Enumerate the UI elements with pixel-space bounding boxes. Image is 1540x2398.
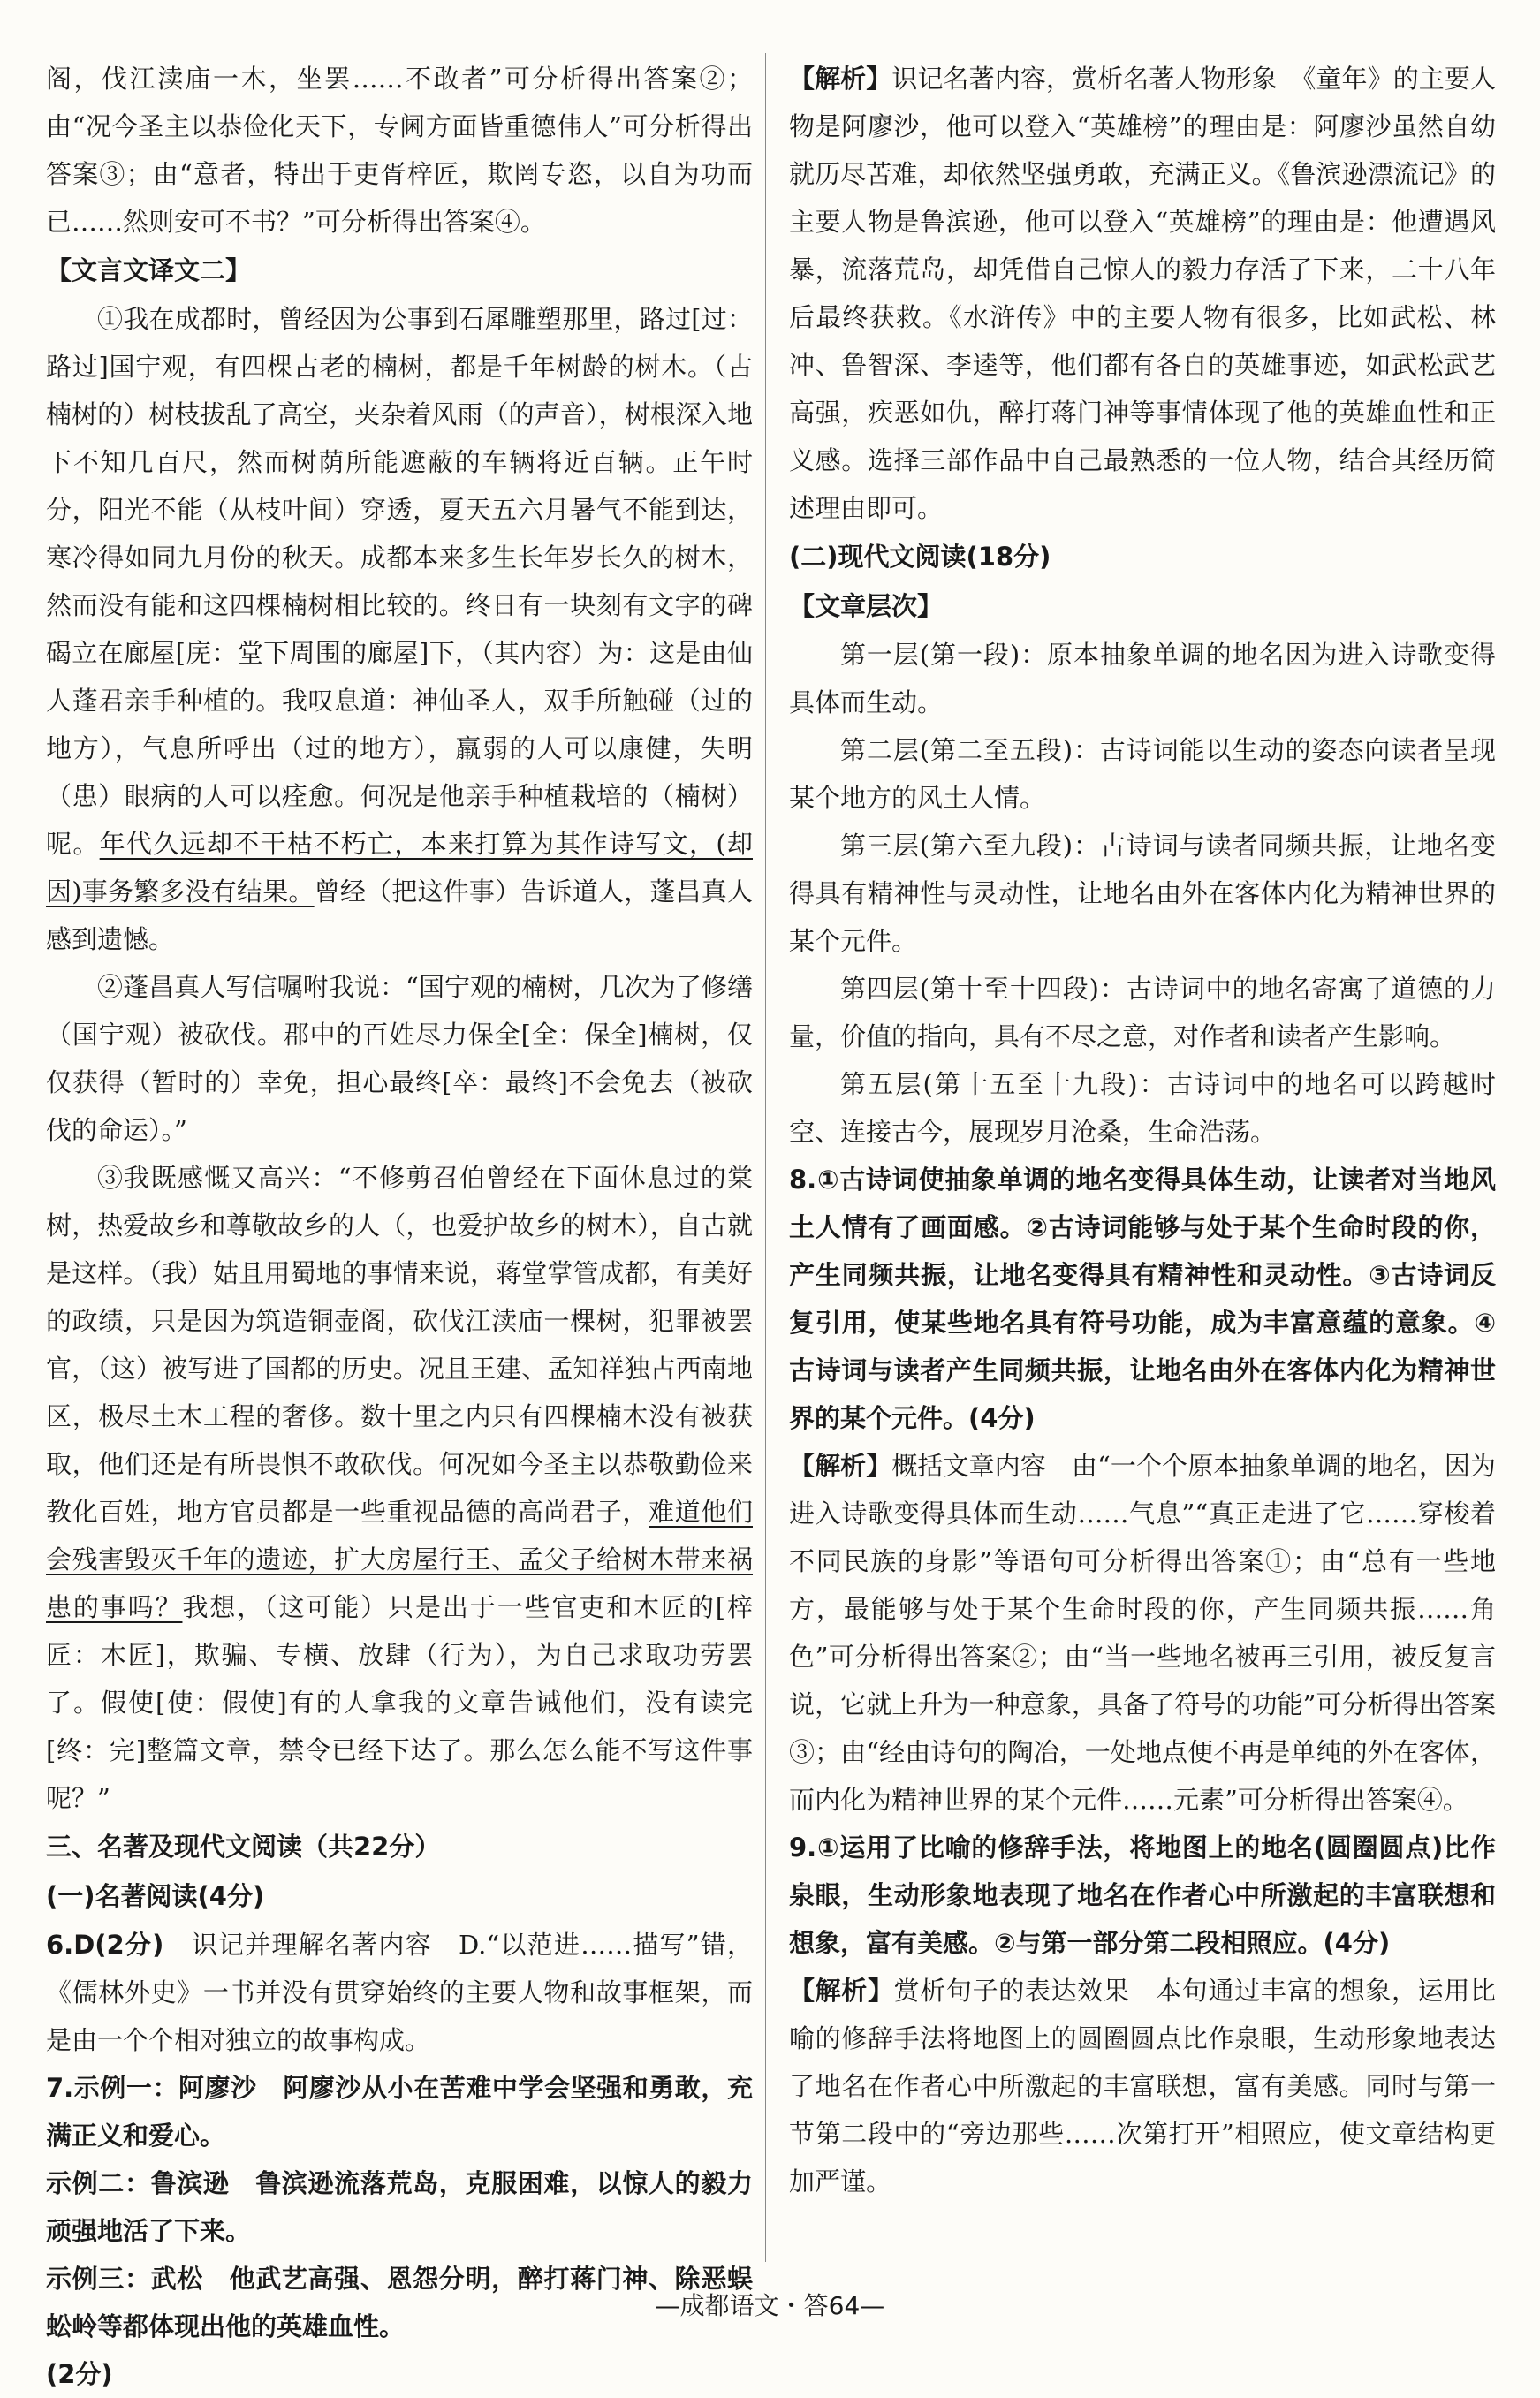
q9-number: 9.: [789, 1833, 817, 1863]
translation-para-3: [46, 1154, 753, 1822]
analysis-continued: 阁，伐江渎庙一木，坐罢……不敢者”可分析得出答案②；由“况今圣主以恭俭化天下，专阃方面皆重德伟人”可分析得出答案③；由“意者，特出于吏胥梓匠，欺罔专恣，以自为功而已……然则安可不书？”可分析得出答案④。: [46, 64, 753, 237]
question-8: [789, 1156, 1496, 1442]
q8-analysis-text: 概括文章内容 由“一个个原本抽象单调的地名，因为进入诗歌变得具体而生动……气息”“真正走进了它……穿梭着不同民族的身影”等语句可分析得出答案①；由“总有一些地方，最能够与处于某个生命时段的你，产生同频共振……角色”可分析得出答案②；由“当一些地名被再三引用，被反复言说，它就上升为一种意象，具备了符号的功能”可分析得出答案③；由“经由诗句的陶冶，一处地点便不再是单纯的外在客体，而内化为精神世界的某个元件……元素”可分析得出答案④。: [789, 1451, 1496, 1815]
para-1-underlined: 年代久远却不干枯不朽亡，本来打算为其作诗写文，(却因)事务繁多没有结果。: [46, 829, 753, 907]
layer-3: 第三层(第六至九段)：古诗词与读者同频共振，让地名变得具有精神性与灵动性，让地名由外在客体内化为精神世界的某个元件。: [789, 831, 1496, 956]
para-1-tail: 曾经（把这件事）告诉道人，蓬昌真人感到遗憾。: [46, 876, 753, 954]
q8-analysis: [789, 1442, 1496, 1824]
q7-analysis-text: 识记名著内容，赏析名著人物形象 《童年》的主要人物是阿廖沙，他可以登入“英雄榜”的理由是：阿廖沙虽然自幼就历尽苦难，却依然坚强勇敢，充满正义。《鲁滨逊漂流记》的主要人物是鲁滨逊，他可以登入“英雄榜”的理由是：他遭遇风暴，流落荒岛，却凭借自己惊人的毅力存活了下来，二十八年后最终获救。《水浒传》中的主要人物有很多，比如武松、林冲、鲁智深、李逵等，他们都有各自的英雄事迹，如武松武艺高强，疾恶如仇，醉打蒋门神等事情体现了他的英雄血性和正义感。选择三部作品中自己最熟悉的一位人物，结合其经历简述理由即可。: [789, 64, 1496, 523]
question-7: [46, 2064, 753, 2159]
q8-number: 8.: [789, 1165, 817, 1195]
watermark-logo: [680, 1820, 937, 1953]
translation-title: 【文言文译文二】: [46, 255, 252, 285]
q9-analysis: [789, 1967, 1496, 2205]
q9-analysis-text: 赏析句子的表达效果 本句通过丰富的想象，运用比喻的修辞手法将地图上的圆圈圆点比作泉眼，生动形象地表达了地名在作者心中所激起的丰富联想，富有美感。同时与第一节第二段中的“旁边那些……次第打开”相照应，使文章结构更加严谨。: [789, 1976, 1496, 2197]
q9-answer: ①运用了比喻的修辞手法，将地图上的地名(圆圈圆点)比作泉眼，生动形象地表现了地名在作者心中所激起的丰富联想和想象，富有美感。②与第一部分第二段相照应。(4分): [789, 1833, 1496, 1958]
translation-para-2: ②蓬昌真人写信嘱咐我说：“国宁观的楠树，几次为了修缮（国宁观）被砍伐。郡中的百姓尽力保全[全：保全]楠树，仅仅获得（暂时的）幸免，担心最终[卒：最终]不会免去（被砍伐的命运）。”: [46, 972, 753, 1145]
q7-example-3: 示例三：武松 他武艺高强、恩怨分明，醉打蒋门神、除恶蜈蚣岭等都体现出他的英雄血性。: [46, 2264, 753, 2341]
q6-number: 6.: [46, 1930, 74, 1960]
para-3-tail: 我想，（这可能）只是出于一些官吏和木匠的[梓匠：木匠]，欺骗、专横、放肆（行为），为自己求取功劳罢了。假使[使：假使]有的人拿我的文章告诫他们，没有读完[终：完]整篇文章，禁令已经下达了。那么怎么能不写这件事呢？”: [46, 1592, 753, 1813]
layer-5: 第五层(第十五至十九段)：古诗词中的地名可以跨越时空、连接古今，展现岁月沧桑，生命浩荡。: [789, 1069, 1496, 1147]
q8-answer: ①古诗词使抽象单调的地名变得具体生动，让读者对当地风土人情有了画面感。②古诗词能够与处于某个生命时段的你，产生同频共振，让地名变得具有精神性和灵动性。③古诗词反复引用，使某些地名具有符号功能，成为丰富意蕴的意象。④古诗词与读者产生同频共振，让地名由外在客体内化为精神世界的某个元件。(4分): [789, 1165, 1496, 1433]
question-6: [46, 1921, 753, 2064]
q7-example-1: 示例一：阿廖沙 阿廖沙从小在苦难中学会坚强和勇敢，充满正义和爱心。: [46, 2073, 753, 2151]
subsection-2-title: (二)现代文阅读(18分): [789, 542, 1051, 572]
section-3-title: 三、名著及现代文阅读（共22分）: [46, 1832, 441, 1862]
subsection-1-title: (一)名著阅读(4分): [46, 1881, 265, 1911]
layer-1: 第一层(第一段)：原本抽象单调的地名因为进入诗歌变得具体而生动。: [789, 640, 1496, 717]
analysis-tag: 【解析】: [789, 1976, 894, 2006]
q7-analysis: [789, 55, 1496, 532]
layer-4: 第四层(第十至十四段)：古诗词中的地名寄寓了道德的力量，价值的指向，具有不尽之意，对作者和读者产生影响。: [789, 974, 1496, 1051]
page-footer: —成都语文・答64—: [655, 2291, 885, 2320]
para-3-underlined: 难道他们会残害毁灭千年的遗迹，扩大房屋行王、孟父子给树木带来祸患的事吗？: [46, 1497, 753, 1622]
q7-example-2: 示例二：鲁滨逊 鲁滨逊流落荒岛，克服困难，以惊人的毅力顽强地活了下来。: [46, 2168, 753, 2246]
translation-para-1: [46, 295, 753, 963]
layer-2: 第二层(第二至五段)：古诗词能以生动的姿态向读者呈现某个地方的风土人情。: [789, 735, 1496, 813]
para-3-text: ③我既感慨又高兴：“不修剪召伯曾经在下面休息过的棠树，热爱故乡和尊敬故乡的人（，也爱护故乡的树木），自古就是这样。（我）姑且用蜀地的事情来说，蒋堂掌管成都，有美好的政绩，只是因为筑造铜壶阁，砍伐江渎庙一棵树，犯罪被罢官，（这）被写进了国都的历史。况且王建、孟知祥独占西南地区，极尽土木工程的奢侈。数十里之内只有四棵楠木没有被获取，他们还是有所畏惧不敢砍伐。何况如今圣主以恭敬勤俭来教化百姓，地方官员都是一些重视品德的高尚君子，: [46, 1163, 753, 1527]
q6-explanation: 识记并理解名著内容 D.“以范进……描写”错，《儒林外史》一书并没有贯穿始终的主要人物和故事框架，而是由一个个相对独立的故事构成。: [46, 1930, 753, 2055]
para-1-text: ①我在成都时，曾经因为公事到石犀雕塑那里，路过[过：路过]国宁观，有四棵古老的楠树，都是千年树龄的树木。（古楠树的）树枝拔乱了高空，夹杂着风雨（的声音），树根深入地下不知几百尺，然而树荫所能遮蔽的车辆将近百辆。正午时分，阳光不能（从枝叶间）穿透，夏天五六月暑气不能到达，寒冷得如同九月份的秋天。成都本来多生长年岁长久的树木，然而没有能和这四棵楠树相比较的。终日有一块刻有文字的碑碣立在廊屋[庑：堂下周围的廊屋]下，（其内容）为：这是由仙人蓬君亲手种植的。我叹息道：神仙圣人，双手所触碰（过的地方），气息所呼出（过的地方），羸弱的人可以康健，失明（患）眼病的人可以痊愈。何况是他亲手种植栽培的（楠树）呢。: [46, 304, 753, 859]
q6-answer: D(2分): [73, 1930, 164, 1960]
analysis-tag: 【解析】: [789, 1451, 892, 1481]
layers-title: 【文章层次】: [789, 591, 944, 621]
analysis-tag: 【解析】: [789, 64, 892, 94]
left-column: [46, 55, 753, 2398]
q7-score: (2分): [46, 2359, 113, 2389]
q7-number: 7.: [46, 2073, 74, 2103]
